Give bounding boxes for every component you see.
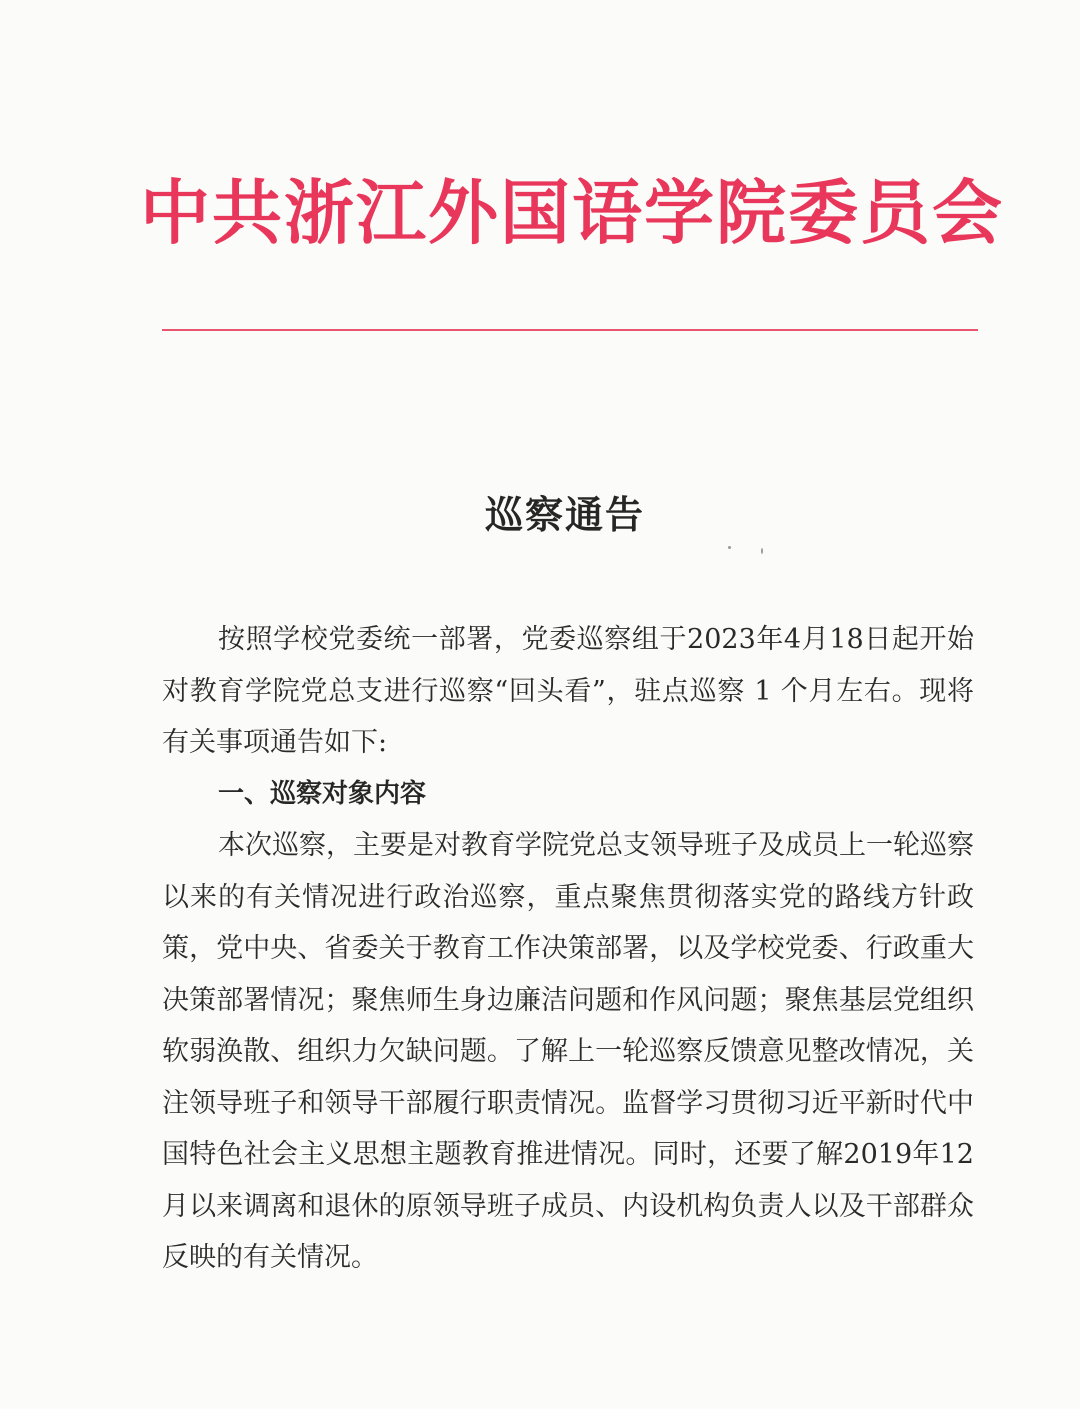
header-red-rule xyxy=(162,329,978,331)
intro-paragraph: 按照学校党委统一部署，党委巡察组于2023年4月18日起开始对教育学院党总支进行巡察“回头看”，驻点巡察 1 个月左右。现将有关事项通告如下: xyxy=(162,624,974,758)
section-1-heading: 一、巡察对象内容 xyxy=(218,778,427,809)
scan-speck xyxy=(728,546,731,549)
notice-title: 巡察通告 xyxy=(484,493,645,537)
section-1-paragraph: 本次巡察，主要是对教育学院党总支领导班子及成员上一轮巡察以来的有关情况进行政治巡察，重点聚焦贯彻落实党的路线方针政策，党中央、省委关于教育工作决策部署，以及学校党委、行政重大决策部署情况；聚焦师生身边廉洁问题和作风问题；聚焦基层党组织软弱涣散、组织力欠缺问题。了解上一轮巡察反馈意见整改情况，关注领导班子和领导干部履行职责情况。监督学习贯彻习近平新时代中国特色社会主义思想主题教育推进情况。同时，还要了解2019年12月以来调离和退休的原领导班子成员、内设机构负责人以及干部群众反映的有关情况。 xyxy=(162,830,974,1273)
notice-body xyxy=(162,614,974,1284)
scan-speck xyxy=(761,548,763,554)
issuer-header-title: 中共浙江外国语学院委员会 xyxy=(140,171,1004,254)
